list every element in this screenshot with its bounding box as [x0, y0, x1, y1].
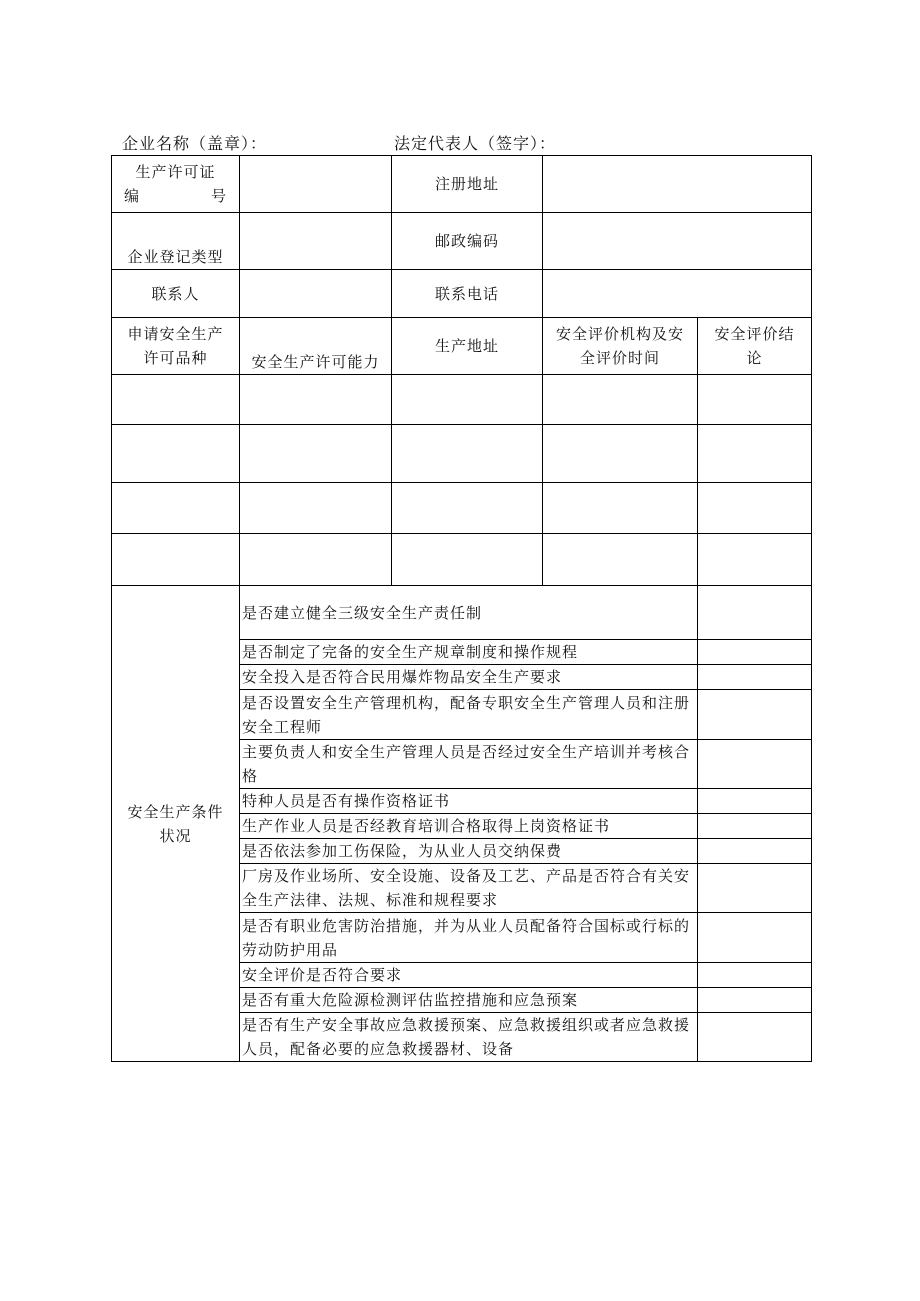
evaluation-org-header-line1: 安全评价机构及安	[555, 325, 684, 343]
condition-item: 是否制定了完备的安全生产规章制度和操作规程	[240, 640, 698, 665]
product-cell[interactable]	[698, 375, 812, 425]
condition-item: 厂房及作业场所、安全设施、设备及工艺、产品是否符合有关安全生产法律、法规、标准和规程要求	[240, 864, 698, 913]
product-row	[112, 483, 812, 534]
product-cell[interactable]	[392, 425, 543, 483]
product-cell[interactable]	[543, 375, 698, 425]
condition-answer[interactable]	[698, 690, 812, 740]
condition-item: 安全投入是否符合民用爆炸物品安全生产要求	[240, 665, 698, 690]
product-cell[interactable]	[543, 483, 698, 534]
product-cell[interactable]	[698, 534, 812, 586]
product-cell[interactable]	[112, 483, 240, 534]
condition-row	[112, 586, 812, 640]
postcode-label: 邮政编码	[392, 213, 543, 270]
product-cell[interactable]	[112, 534, 240, 586]
safety-conditions-label-line1: 安全生产条件	[127, 802, 224, 821]
contact-label: 联系人	[112, 270, 240, 318]
contact-value[interactable]	[240, 270, 392, 318]
product-cell[interactable]	[240, 483, 392, 534]
product-cell[interactable]	[698, 483, 812, 534]
safety-conditions-label	[112, 586, 240, 1062]
product-cell[interactable]	[112, 425, 240, 483]
application-form-table	[111, 155, 812, 1062]
condition-item: 是否有生产安全事故应急救援预案、应急救援组织或者应急救援人员，配备必要的应急救援器材、设备	[240, 1013, 698, 1062]
legal-representative-label: 法定代表人（签字）：	[394, 134, 557, 153]
condition-answer[interactable]	[698, 913, 812, 963]
product-cell[interactable]	[543, 425, 698, 483]
condition-answer[interactable]	[698, 789, 812, 814]
phone-value[interactable]	[543, 270, 812, 318]
product-cell[interactable]	[240, 534, 392, 586]
capacity-header: 安全生产许可能力	[240, 318, 392, 375]
registered-address-label: 注册地址	[392, 156, 543, 213]
condition-answer[interactable]	[698, 864, 812, 913]
condition-item: 安全评价是否符合要求	[240, 963, 698, 988]
evaluation-result-header-line1: 安全评价结	[714, 325, 795, 343]
product-cell[interactable]	[392, 375, 543, 425]
evaluation-result-header	[698, 318, 812, 375]
product-row	[112, 375, 812, 425]
product-cell[interactable]	[240, 375, 392, 425]
condition-answer[interactable]	[698, 665, 812, 690]
postcode-value[interactable]	[543, 213, 812, 270]
condition-item: 是否有重大危险源检测评估监控措施和应急预案	[240, 988, 698, 1013]
variety-header	[112, 318, 240, 375]
product-cell[interactable]	[543, 534, 698, 586]
production-address-header: 生产地址	[392, 318, 543, 375]
evaluation-result-header-line2: 论	[746, 349, 763, 367]
product-cell[interactable]	[112, 375, 240, 425]
condition-answer[interactable]	[698, 814, 812, 839]
condition-item: 是否依法参加工伤保险，为从业人员交纳保费	[240, 839, 698, 864]
product-row	[112, 425, 812, 483]
condition-item: 是否有职业危害防治措施，并为从业人员配备符合国标或行标的劳动防护用品	[240, 913, 698, 963]
condition-answer[interactable]	[698, 988, 812, 1013]
condition-answer[interactable]	[698, 586, 812, 640]
condition-item: 主要负责人和安全生产管理人员是否经过安全生产培训并考核合格	[240, 740, 698, 789]
product-cell[interactable]	[392, 483, 543, 534]
product-row	[112, 534, 812, 586]
safety-conditions-label-line2: 状况	[159, 826, 192, 845]
registration-type-row	[112, 213, 812, 270]
license-number-label-line1: 生产许可证	[135, 163, 216, 181]
registered-address-value[interactable]	[543, 156, 812, 213]
condition-answer[interactable]	[698, 839, 812, 864]
condition-item: 是否建立健全三级安全生产责任制	[240, 586, 698, 640]
variety-header-line1: 申请安全生产	[127, 325, 224, 343]
license-number-label	[112, 156, 240, 213]
evaluation-org-header	[543, 318, 698, 375]
company-name-label: 企业名称（盖章）：	[122, 134, 268, 153]
product-cell[interactable]	[240, 425, 392, 483]
condition-answer[interactable]	[698, 640, 812, 665]
contact-row	[112, 270, 812, 318]
form-header	[122, 131, 557, 154]
license-number-row	[112, 156, 812, 213]
variety-header-line2: 许可品种	[143, 349, 208, 367]
product-cell[interactable]	[392, 534, 543, 586]
condition-item: 特种人员是否有操作资格证书	[240, 789, 698, 814]
evaluation-org-header-line2: 全评价时间	[579, 349, 660, 367]
license-number-label-char2: 号	[210, 187, 227, 205]
condition-answer[interactable]	[698, 1013, 812, 1062]
condition-item: 是否设置安全生产管理机构，配备专职安全生产管理人员和注册安全工程师	[240, 690, 698, 740]
phone-label: 联系电话	[392, 270, 543, 318]
license-number-label-char1: 编	[124, 187, 141, 205]
product-cell[interactable]	[698, 425, 812, 483]
condition-answer[interactable]	[698, 963, 812, 988]
product-header-row	[112, 318, 812, 375]
registration-type-label: 企业登记类型	[112, 213, 240, 270]
condition-answer[interactable]	[698, 740, 812, 789]
registration-type-value[interactable]	[240, 213, 392, 270]
license-number-value[interactable]	[240, 156, 392, 213]
condition-item: 生产作业人员是否经教育培训合格取得上岗资格证书	[240, 814, 698, 839]
